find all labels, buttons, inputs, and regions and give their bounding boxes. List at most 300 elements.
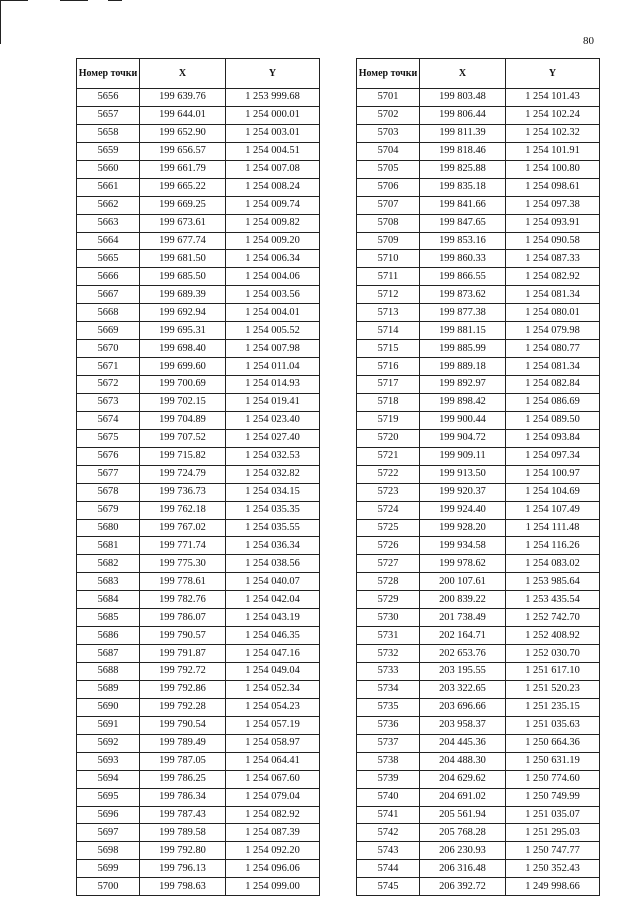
point-number-cell: 5744: [357, 860, 420, 878]
point-number-cell: 5671: [77, 358, 140, 376]
table-header-row: [77, 59, 320, 89]
y-coordinate-cell: 1 254 035.55: [226, 519, 320, 537]
point-number-cell: 5722: [357, 465, 420, 483]
point-number-cell: 5709: [357, 232, 420, 250]
table-body-left: [77, 89, 320, 896]
x-coordinate-cell: 199 789.58: [140, 824, 226, 842]
x-coordinate-cell: 199 873.62: [420, 286, 506, 304]
point-number-cell: 5731: [357, 627, 420, 645]
y-coordinate-cell: 1 254 004.06: [226, 268, 320, 286]
x-coordinate-cell: 201 738.49: [420, 609, 506, 627]
x-coordinate-cell: 199 685.50: [140, 268, 226, 286]
point-number-cell: 5739: [357, 770, 420, 788]
point-number-cell: 5662: [77, 196, 140, 214]
x-coordinate-cell: 199 904.72: [420, 429, 506, 447]
y-coordinate-cell: 1 254 098.61: [506, 178, 600, 196]
point-number-cell: 5690: [77, 698, 140, 716]
x-coordinate-cell: 199 806.44: [420, 106, 506, 124]
y-coordinate-cell: 1 254 079.04: [226, 788, 320, 806]
point-number-cell: 5677: [77, 465, 140, 483]
x-header: X: [420, 59, 506, 89]
y-coordinate-cell: 1 254 052.34: [226, 680, 320, 698]
x-coordinate-cell: 199 787.05: [140, 752, 226, 770]
x-coordinate-cell: 204 629.62: [420, 770, 506, 788]
point-number-cell: 5745: [357, 878, 420, 896]
table-row: [357, 609, 600, 627]
y-coordinate-cell: 1 254 093.84: [506, 429, 600, 447]
point-number-cell: 5686: [77, 627, 140, 645]
x-coordinate-cell: 203 195.55: [420, 663, 506, 681]
table-row: [357, 411, 600, 429]
y-coordinate-cell: 1 254 054.23: [226, 698, 320, 716]
table-row: [357, 286, 600, 304]
point-number-cell: 5743: [357, 842, 420, 860]
table-row: [357, 196, 600, 214]
table-row: [77, 842, 320, 860]
point-number-cell: 5724: [357, 501, 420, 519]
x-coordinate-cell: 199 656.57: [140, 142, 226, 160]
table-row: [77, 250, 320, 268]
table-row: [357, 465, 600, 483]
table-row: [77, 770, 320, 788]
point-number-cell: 5733: [357, 663, 420, 681]
table-row: [77, 573, 320, 591]
point-number-cell: 5720: [357, 429, 420, 447]
point-number-cell: 5704: [357, 142, 420, 160]
y-coordinate-cell: 1 254 099.00: [226, 878, 320, 896]
y-coordinate-cell: 1 254 104.69: [506, 483, 600, 501]
table-row: [77, 160, 320, 178]
y-coordinate-cell: 1 254 096.06: [226, 860, 320, 878]
y-coordinate-cell: 1 254 107.49: [506, 501, 600, 519]
table-row: [77, 232, 320, 250]
table-row: [357, 268, 600, 286]
point-number-cell: 5701: [357, 89, 420, 107]
table-row: [357, 591, 600, 609]
table-row: [77, 142, 320, 160]
point-number-cell: 5702: [357, 106, 420, 124]
point-number-cell: 5695: [77, 788, 140, 806]
point-number-cell: 5685: [77, 609, 140, 627]
x-coordinate-cell: 206 316.48: [420, 860, 506, 878]
y-coordinate-cell: 1 254 086.69: [506, 393, 600, 411]
point-number-cell: 5658: [77, 124, 140, 142]
y-coordinate-cell: 1 254 006.34: [226, 250, 320, 268]
x-coordinate-cell: 199 860.33: [420, 250, 506, 268]
y-coordinate-cell: 1 250 749.99: [506, 788, 600, 806]
y-coordinate-cell: 1 254 005.52: [226, 322, 320, 340]
x-coordinate-cell: 199 704.89: [140, 411, 226, 429]
table-row: [357, 734, 600, 752]
point-number-cell: 5714: [357, 322, 420, 340]
y-coordinate-cell: 1 251 235.15: [506, 698, 600, 716]
table-row: [357, 447, 600, 465]
point-number-cell: 5665: [77, 250, 140, 268]
point-number-cell: 5656: [77, 89, 140, 107]
table-row: [77, 645, 320, 663]
point-number-cell: 5681: [77, 537, 140, 555]
table-row: [357, 376, 600, 394]
table-row: [77, 214, 320, 232]
point-number-header: Номер точки: [77, 59, 140, 89]
point-number-cell: 5712: [357, 286, 420, 304]
y-coordinate-cell: 1 254 087.33: [506, 250, 600, 268]
y-header: Y: [506, 59, 600, 89]
point-number-cell: 5670: [77, 340, 140, 358]
x-coordinate-cell: 199 803.48: [420, 89, 506, 107]
point-number-cell: 5738: [357, 752, 420, 770]
point-number-cell: 5692: [77, 734, 140, 752]
y-header: Y: [226, 59, 320, 89]
table-row: [77, 196, 320, 214]
table-row: [77, 698, 320, 716]
x-coordinate-cell: 199 715.82: [140, 447, 226, 465]
table-row: [357, 322, 600, 340]
y-coordinate-cell: 1 252 030.70: [506, 645, 600, 663]
y-coordinate-cell: 1 254 116.26: [506, 537, 600, 555]
point-number-cell: 5696: [77, 806, 140, 824]
point-number-cell: 5676: [77, 447, 140, 465]
point-number-cell: 5679: [77, 501, 140, 519]
table-row: [357, 340, 600, 358]
x-coordinate-cell: 199 885.99: [420, 340, 506, 358]
x-coordinate-cell: 206 230.93: [420, 842, 506, 860]
x-coordinate-cell: 199 877.38: [420, 304, 506, 322]
y-coordinate-cell: 1 254 101.43: [506, 89, 600, 107]
table-row: [357, 214, 600, 232]
y-coordinate-cell: 1 254 027.40: [226, 429, 320, 447]
x-coordinate-cell: 199 866.55: [420, 268, 506, 286]
point-number-cell: 5713: [357, 304, 420, 322]
y-coordinate-cell: 1 254 049.04: [226, 663, 320, 681]
table-row: [357, 537, 600, 555]
table-row: [77, 537, 320, 555]
x-coordinate-cell: 199 786.34: [140, 788, 226, 806]
x-coordinate-cell: 204 445.36: [420, 734, 506, 752]
table-row: [77, 860, 320, 878]
x-coordinate-cell: 199 652.90: [140, 124, 226, 142]
x-coordinate-cell: 199 928.20: [420, 519, 506, 537]
table-row: [357, 232, 600, 250]
x-coordinate-cell: 204 488.30: [420, 752, 506, 770]
table-row: [77, 609, 320, 627]
x-coordinate-cell: 199 792.80: [140, 842, 226, 860]
x-coordinate-cell: 199 811.39: [420, 124, 506, 142]
x-coordinate-cell: 199 900.44: [420, 411, 506, 429]
point-number-header: Номер точки: [357, 59, 420, 89]
y-coordinate-cell: 1 254 082.92: [226, 806, 320, 824]
table-row: [357, 501, 600, 519]
y-coordinate-cell: 1 250 774.60: [506, 770, 600, 788]
scan-artifact: [0, 0, 1, 44]
table-row: [357, 429, 600, 447]
y-coordinate-cell: 1 254 101.91: [506, 142, 600, 160]
x-coordinate-cell: 199 978.62: [420, 555, 506, 573]
point-number-cell: 5740: [357, 788, 420, 806]
y-coordinate-cell: 1 251 617.10: [506, 663, 600, 681]
point-number-cell: 5674: [77, 411, 140, 429]
table-row: [77, 358, 320, 376]
point-number-cell: 5703: [357, 124, 420, 142]
y-coordinate-cell: 1 254 057.19: [226, 716, 320, 734]
point-number-cell: 5672: [77, 376, 140, 394]
table-row: [77, 824, 320, 842]
x-coordinate-cell: 199 924.40: [420, 501, 506, 519]
table-row: [357, 860, 600, 878]
y-coordinate-cell: 1 254 097.34: [506, 447, 600, 465]
x-coordinate-cell: 200 839.22: [420, 591, 506, 609]
y-coordinate-cell: 1 254 100.80: [506, 160, 600, 178]
y-coordinate-cell: 1 254 083.02: [506, 555, 600, 573]
x-coordinate-cell: 199 767.02: [140, 519, 226, 537]
point-number-cell: 5666: [77, 268, 140, 286]
point-number-cell: 5673: [77, 393, 140, 411]
y-coordinate-cell: 1 254 097.38: [506, 196, 600, 214]
y-coordinate-cell: 1 254 067.60: [226, 770, 320, 788]
y-coordinate-cell: 1 254 058.97: [226, 734, 320, 752]
x-coordinate-cell: 206 392.72: [420, 878, 506, 896]
table-row: [357, 124, 600, 142]
x-coordinate-cell: 199 789.49: [140, 734, 226, 752]
x-coordinate-cell: 199 934.58: [420, 537, 506, 555]
point-number-cell: 5668: [77, 304, 140, 322]
point-number-cell: 5710: [357, 250, 420, 268]
y-coordinate-cell: 1 254 034.15: [226, 483, 320, 501]
table-row: [357, 716, 600, 734]
x-coordinate-cell: 199 792.86: [140, 680, 226, 698]
y-coordinate-cell: 1 254 035.35: [226, 501, 320, 519]
x-coordinate-cell: 199 724.79: [140, 465, 226, 483]
y-coordinate-cell: 1 254 111.48: [506, 519, 600, 537]
y-coordinate-cell: 1 254 081.34: [506, 358, 600, 376]
point-number-cell: 5699: [77, 860, 140, 878]
y-coordinate-cell: 1 254 009.74: [226, 196, 320, 214]
scan-artifact: [60, 0, 88, 1]
point-number-cell: 5706: [357, 178, 420, 196]
y-coordinate-cell: 1 254 038.56: [226, 555, 320, 573]
coordinates-table-right: [356, 58, 600, 896]
table-row: [77, 393, 320, 411]
table-row: [77, 752, 320, 770]
point-number-cell: 5742: [357, 824, 420, 842]
y-coordinate-cell: 1 254 047.16: [226, 645, 320, 663]
x-coordinate-cell: 199 790.54: [140, 716, 226, 734]
scan-artifact: [0, 0, 28, 1]
point-number-cell: 5737: [357, 734, 420, 752]
x-coordinate-cell: 199 787.43: [140, 806, 226, 824]
point-number-cell: 5694: [77, 770, 140, 788]
table-row: [77, 322, 320, 340]
table-row: [77, 483, 320, 501]
point-number-cell: 5697: [77, 824, 140, 842]
table-row: [357, 358, 600, 376]
table-row: [357, 178, 600, 196]
point-number-cell: 5698: [77, 842, 140, 860]
point-number-cell: 5721: [357, 447, 420, 465]
table-row: [357, 824, 600, 842]
x-coordinate-cell: 199 792.28: [140, 698, 226, 716]
x-coordinate-cell: 199 736.73: [140, 483, 226, 501]
y-coordinate-cell: 1 254 080.01: [506, 304, 600, 322]
table-row: [357, 160, 600, 178]
y-coordinate-cell: 1 254 079.98: [506, 322, 600, 340]
table-row: [357, 806, 600, 824]
point-number-cell: 5700: [77, 878, 140, 896]
y-coordinate-cell: 1 251 295.03: [506, 824, 600, 842]
table-row: [77, 286, 320, 304]
x-coordinate-cell: 199 644.01: [140, 106, 226, 124]
table-row: [77, 519, 320, 537]
y-coordinate-cell: 1 254 009.20: [226, 232, 320, 250]
x-coordinate-cell: 199 762.18: [140, 501, 226, 519]
point-number-cell: 5723: [357, 483, 420, 501]
page-number: 80: [583, 35, 594, 47]
y-coordinate-cell: 1 254 032.53: [226, 447, 320, 465]
table-row: [77, 411, 320, 429]
y-coordinate-cell: 1 254 009.82: [226, 214, 320, 232]
x-coordinate-cell: 199 681.50: [140, 250, 226, 268]
y-coordinate-cell: 1 254 089.50: [506, 411, 600, 429]
x-coordinate-cell: 199 771.74: [140, 537, 226, 555]
point-number-cell: 5664: [77, 232, 140, 250]
point-number-cell: 5735: [357, 698, 420, 716]
table-row: [357, 483, 600, 501]
x-coordinate-cell: 205 561.94: [420, 806, 506, 824]
x-coordinate-cell: 199 665.22: [140, 178, 226, 196]
table-row: [77, 89, 320, 107]
point-number-cell: 5716: [357, 358, 420, 376]
point-number-cell: 5711: [357, 268, 420, 286]
y-coordinate-cell: 1 254 087.39: [226, 824, 320, 842]
x-coordinate-cell: 199 920.37: [420, 483, 506, 501]
x-coordinate-cell: 199 700.69: [140, 376, 226, 394]
table-row: [77, 106, 320, 124]
y-coordinate-cell: 1 254 102.32: [506, 124, 600, 142]
x-coordinate-cell: 199 909.11: [420, 447, 506, 465]
table-row: [357, 788, 600, 806]
table-row: [77, 304, 320, 322]
point-number-cell: 5727: [357, 555, 420, 573]
y-coordinate-cell: 1 254 011.04: [226, 358, 320, 376]
y-coordinate-cell: 1 254 082.84: [506, 376, 600, 394]
x-coordinate-cell: 199 669.25: [140, 196, 226, 214]
table-row: [357, 645, 600, 663]
table-row: [77, 788, 320, 806]
y-coordinate-cell: 1 254 080.77: [506, 340, 600, 358]
x-coordinate-cell: 199 818.46: [420, 142, 506, 160]
y-coordinate-cell: 1 254 082.92: [506, 268, 600, 286]
table-body-right: [357, 89, 600, 896]
y-coordinate-cell: 1 254 040.07: [226, 573, 320, 591]
x-coordinate-cell: 199 796.13: [140, 860, 226, 878]
table-row: [77, 716, 320, 734]
point-number-cell: 5736: [357, 716, 420, 734]
point-number-cell: 5667: [77, 286, 140, 304]
x-coordinate-cell: 199 775.30: [140, 555, 226, 573]
x-coordinate-cell: 199 791.87: [140, 645, 226, 663]
x-coordinate-cell: 199 639.76: [140, 89, 226, 107]
y-coordinate-cell: 1 254 023.40: [226, 411, 320, 429]
x-coordinate-cell: 199 792.72: [140, 663, 226, 681]
table-row: [357, 304, 600, 322]
y-coordinate-cell: 1 254 042.04: [226, 591, 320, 609]
x-coordinate-cell: 199 786.25: [140, 770, 226, 788]
x-coordinate-cell: 203 958.37: [420, 716, 506, 734]
table-row: [77, 268, 320, 286]
table-row: [357, 250, 600, 268]
y-coordinate-cell: 1 254 003.56: [226, 286, 320, 304]
table-row: [357, 878, 600, 896]
x-coordinate-cell: 205 768.28: [420, 824, 506, 842]
y-coordinate-cell: 1 254 102.24: [506, 106, 600, 124]
y-coordinate-cell: 1 254 100.97: [506, 465, 600, 483]
table-row: [357, 89, 600, 107]
point-number-cell: 5708: [357, 214, 420, 232]
table-row: [77, 663, 320, 681]
y-coordinate-cell: 1 252 408.92: [506, 627, 600, 645]
point-number-cell: 5719: [357, 411, 420, 429]
table-row: [77, 734, 320, 752]
point-number-cell: 5661: [77, 178, 140, 196]
y-coordinate-cell: 1 253 985.64: [506, 573, 600, 591]
table-row: [357, 106, 600, 124]
point-number-cell: 5707: [357, 196, 420, 214]
y-coordinate-cell: 1 254 004.01: [226, 304, 320, 322]
x-coordinate-cell: 199 699.60: [140, 358, 226, 376]
x-coordinate-cell: 199 798.63: [140, 878, 226, 896]
x-coordinate-cell: 199 892.97: [420, 376, 506, 394]
x-coordinate-cell: 199 847.65: [420, 214, 506, 232]
point-number-cell: 5693: [77, 752, 140, 770]
point-number-cell: 5732: [357, 645, 420, 663]
point-number-cell: 5725: [357, 519, 420, 537]
point-number-cell: 5657: [77, 106, 140, 124]
table-row: [357, 627, 600, 645]
point-number-cell: 5678: [77, 483, 140, 501]
x-coordinate-cell: 199 702.15: [140, 393, 226, 411]
x-coordinate-cell: 199 835.18: [420, 178, 506, 196]
table-row: [77, 555, 320, 573]
table-row: [357, 842, 600, 860]
table-row: [357, 519, 600, 537]
x-coordinate-cell: 199 825.88: [420, 160, 506, 178]
x-coordinate-cell: 199 689.39: [140, 286, 226, 304]
x-coordinate-cell: 199 778.61: [140, 573, 226, 591]
y-coordinate-cell: 1 254 032.82: [226, 465, 320, 483]
coordinates-table-left: [76, 58, 320, 896]
y-coordinate-cell: 1 254 064.41: [226, 752, 320, 770]
y-coordinate-cell: 1 254 093.91: [506, 214, 600, 232]
point-number-cell: 5680: [77, 519, 140, 537]
x-coordinate-cell: 199 695.31: [140, 322, 226, 340]
x-coordinate-cell: 199 889.18: [420, 358, 506, 376]
x-header: X: [140, 59, 226, 89]
x-coordinate-cell: 199 841.66: [420, 196, 506, 214]
y-coordinate-cell: 1 254 003.01: [226, 124, 320, 142]
y-coordinate-cell: 1 251 035.63: [506, 716, 600, 734]
table-row: [77, 178, 320, 196]
table-row: [357, 573, 600, 591]
y-coordinate-cell: 1 254 019.41: [226, 393, 320, 411]
point-number-cell: 5741: [357, 806, 420, 824]
x-coordinate-cell: 203 322.65: [420, 680, 506, 698]
point-number-cell: 5660: [77, 160, 140, 178]
y-coordinate-cell: 1 251 035.07: [506, 806, 600, 824]
y-coordinate-cell: 1 254 092.20: [226, 842, 320, 860]
point-number-cell: 5683: [77, 573, 140, 591]
x-coordinate-cell: 199 782.76: [140, 591, 226, 609]
point-number-cell: 5717: [357, 376, 420, 394]
